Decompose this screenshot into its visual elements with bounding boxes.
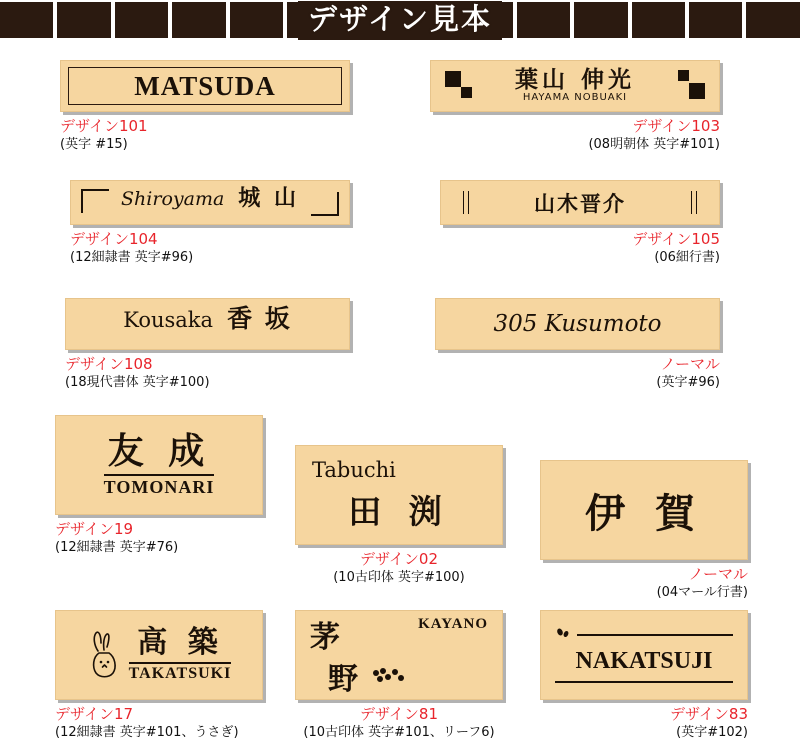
nameplate-p103-main: 葉山 伸光 xyxy=(514,66,635,94)
nameplate-p108 xyxy=(65,298,350,350)
caption-pnormal xyxy=(540,565,748,601)
sample-card-p305 xyxy=(435,298,720,391)
caption-p19-code: デザイン19 xyxy=(55,520,134,538)
nameplate-p81-main-1: 茅 xyxy=(310,620,340,655)
caption-p104-code: デザイン104 xyxy=(70,230,158,248)
caption-p305-code: ノーマル xyxy=(660,355,720,373)
caption-p81-code: デザイン81 xyxy=(359,705,439,723)
sample-card-p17 xyxy=(55,610,263,741)
sample-card-p108 xyxy=(65,298,350,391)
caption-p108-note: (18現代書体 英字#100) xyxy=(65,374,210,390)
page-title xyxy=(0,0,800,40)
caption-p108-code: デザイン108 xyxy=(65,355,153,373)
caption-p101-note: (英字 #15) xyxy=(60,136,128,152)
caption-p101-code: デザイン101 xyxy=(60,117,148,135)
sample-card-p104 xyxy=(70,180,350,266)
rabbit-icon xyxy=(87,629,121,681)
nameplate-p103 xyxy=(430,60,720,112)
sample-card-p83 xyxy=(540,610,748,741)
nameplate-p105-main: 山木晋介 xyxy=(534,190,626,216)
nameplate-p104-main: 城 山 xyxy=(238,185,299,211)
caption-pnormal-code: ノーマル xyxy=(688,565,748,583)
nameplate-pnormal-content xyxy=(541,461,747,559)
caption-p104-note: (12細隷書 英字#96) xyxy=(70,249,194,265)
sample-card-p105 xyxy=(440,180,720,266)
caption-p83-note: (英字#102) xyxy=(676,724,748,740)
nameplate-p103-content xyxy=(431,61,719,111)
nameplate-p17 xyxy=(55,610,263,700)
page-header xyxy=(0,0,800,40)
sample-card-pnormal xyxy=(540,460,748,601)
leaf-sprig-icon xyxy=(555,628,571,642)
nameplate-p101-content xyxy=(61,61,349,111)
sample-card-p02 xyxy=(295,445,503,586)
nameplate-p19-sub: TOMONARI xyxy=(104,474,215,497)
caption-p103 xyxy=(430,117,720,153)
nameplate-p305 xyxy=(435,298,720,350)
flower-leaf-icon xyxy=(368,665,410,687)
caption-p105-code: デザイン105 xyxy=(632,230,720,248)
nameplate-p17-main: 高 築 xyxy=(137,625,223,661)
caption-p02-note: (10古印体 英字#100) xyxy=(333,569,465,585)
caption-p17 xyxy=(55,705,263,741)
caption-p105 xyxy=(440,230,720,266)
nameplate-p02-content xyxy=(296,446,502,544)
nameplate-p305-main: 305 Kusumoto xyxy=(493,311,662,337)
caption-p105-note: (06細行書) xyxy=(654,249,720,265)
nameplate-p108-main: 香 坂 xyxy=(227,304,292,333)
nameplate-p19-content xyxy=(56,416,262,514)
nameplate-p02-main: 田 渕 xyxy=(348,491,450,531)
caption-p19-note: (12細隷書 英字#76) xyxy=(55,539,179,555)
nameplate-p305-content xyxy=(436,299,719,349)
caption-p17-code: デザイン17 xyxy=(55,705,134,723)
caption-p83 xyxy=(540,705,748,741)
nameplate-p104-sub: Shiroyama xyxy=(121,188,225,210)
nameplate-p81-main-2: 野 xyxy=(328,662,358,697)
nameplate-p103-sub: HAYAMA NOBUAKI xyxy=(522,92,628,104)
nameplate-pnormal-main: 伊 賀 xyxy=(585,489,703,537)
nameplate-p104 xyxy=(70,180,350,225)
caption-p305 xyxy=(435,355,720,391)
nameplate-p83 xyxy=(540,610,748,700)
nameplate-p81-sub: KAYANO xyxy=(418,616,488,632)
nameplate-p105 xyxy=(440,180,720,225)
nameplate-p101-main: MATSUDA xyxy=(134,70,276,101)
nameplate-p19-main: 友 成 xyxy=(107,430,211,473)
caption-p83-code: デザイン83 xyxy=(669,705,748,723)
nameplate-p81-content xyxy=(296,611,502,699)
nameplate-p105-content xyxy=(441,181,719,224)
caption-p17-note: (12細隷書 英字#101、うさぎ) xyxy=(55,724,239,740)
design-samples-sheet xyxy=(0,40,800,750)
caption-p19 xyxy=(55,520,263,556)
sample-card-p81 xyxy=(295,610,503,741)
caption-p104 xyxy=(70,230,350,266)
caption-p108 xyxy=(65,355,350,391)
nameplate-p02 xyxy=(295,445,503,545)
caption-p81-note: (10古印体 英字#101、リーフ6) xyxy=(303,724,495,740)
nameplate-p17-sub: TAKATSUKI xyxy=(129,662,232,683)
caption-p02 xyxy=(295,550,503,586)
nameplate-p19 xyxy=(55,415,263,515)
nameplate-p108-sub: Kousaka xyxy=(123,308,214,332)
caption-p305-note: (英字#96) xyxy=(656,374,720,390)
page-title-text: デザイン見本 xyxy=(298,1,502,40)
nameplate-pnormal xyxy=(540,460,748,560)
caption-p101 xyxy=(60,117,350,153)
nameplate-p17-content xyxy=(56,611,262,699)
nameplate-p83-content xyxy=(541,611,747,699)
caption-p02-code: デザイン02 xyxy=(359,550,439,568)
nameplate-p108-content xyxy=(66,299,349,349)
sample-card-p19 xyxy=(55,415,263,556)
caption-p103-note: (08明朝体 英字#101) xyxy=(588,136,720,152)
nameplate-p02-sub: Tabuchi xyxy=(312,457,396,482)
caption-p103-code: デザイン103 xyxy=(632,117,720,135)
nameplate-p104-content xyxy=(71,181,349,224)
nameplate-p83-main: NAKATSUJI xyxy=(575,647,713,674)
nameplate-p101 xyxy=(60,60,350,112)
sample-card-p103 xyxy=(430,60,720,153)
nameplate-p81 xyxy=(295,610,503,700)
caption-p81 xyxy=(295,705,503,741)
caption-pnormal-note: (04マール行書) xyxy=(656,584,748,600)
sample-card-p101 xyxy=(60,60,350,153)
